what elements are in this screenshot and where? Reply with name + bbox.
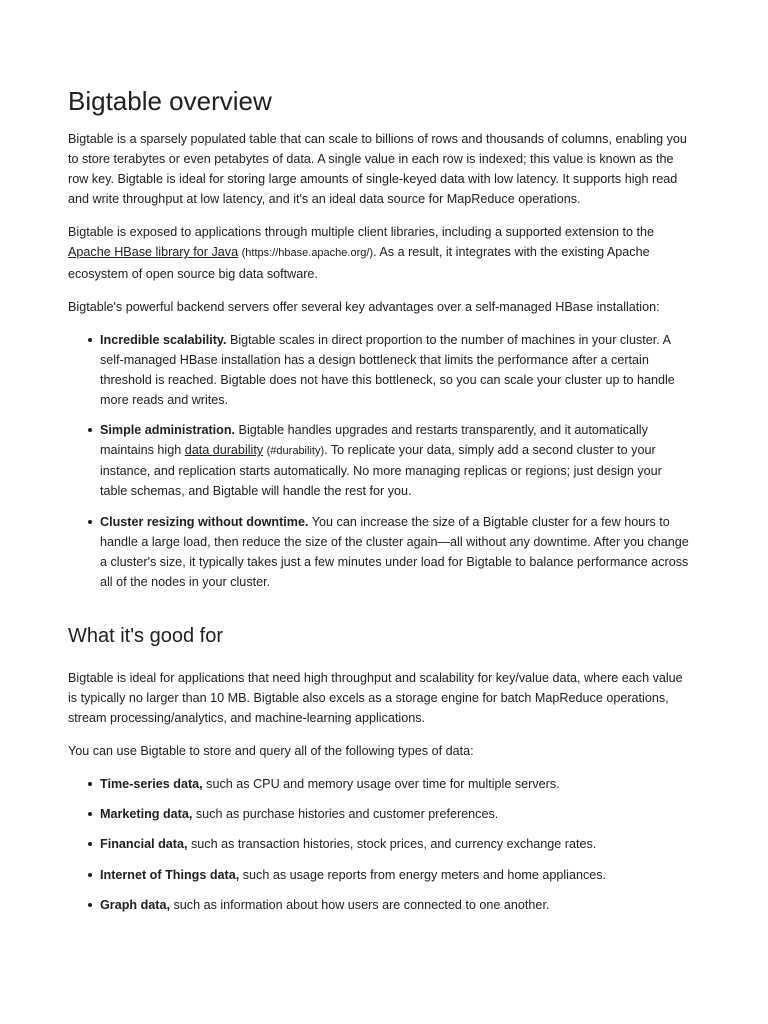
page-title: Bigtable overview bbox=[68, 86, 272, 116]
list-item bbox=[100, 804, 692, 824]
list-item-text: Bigtable scales in direct proportion to the number of machines in your cluster. A self-managed HBase installation has a design bottleneck that limits the performance after a certain threshold is reached. Bigtable does not have this bottleneck, so you can scale your cluster up to handle more reads and writes. bbox=[100, 332, 675, 408]
hbase-library-link[interactable]: Apache HBase library for Java bbox=[68, 245, 239, 260]
list-item-text: You can increase the size of a Bigtable cluster for a few hours to handle a large load, then reduce the size of the cluster again—all without any downtime. After you change a cluster's size, it typically takes just a few minutes under load for Bigtable to balance performance across all of the nodes in your cluster. bbox=[100, 514, 689, 589]
list-item bbox=[100, 895, 692, 915]
good-for-section bbox=[68, 623, 692, 915]
data-durability-link[interactable]: data durability bbox=[184, 443, 264, 458]
list-item-text: such as transaction histories, stock prices, and currency exchange rates. bbox=[187, 837, 597, 852]
list-item-text: such as information about how users are connected to one another. bbox=[169, 897, 550, 912]
list-item bbox=[100, 330, 692, 410]
list-item-title: Financial data, bbox=[100, 837, 188, 852]
list-item-text: such as CPU and memory usage over time for multiple servers. bbox=[202, 777, 560, 792]
list-item-text: such as purchase histories and customer preferences. bbox=[192, 807, 499, 822]
list-item bbox=[100, 774, 692, 794]
list-item-title: Cluster resizing without downtime. bbox=[100, 514, 309, 529]
use-case-paragraph: Bigtable is ideal for applications that need high throughput and scalability for key/value data, where each value is typically no larger than 10 MB. Bigtable also excels as a storage engine for batch MapReduce operations, stream processing/analytics, and machine-learning applications. bbox=[68, 670, 683, 726]
client-libraries-paragraph bbox=[68, 222, 692, 283]
list-item-title: Time-series data, bbox=[100, 777, 203, 792]
list-item-title: Internet of Things data, bbox=[100, 867, 240, 882]
advantages-list bbox=[68, 330, 692, 592]
paragraph-text: . As a result, it integrates with the existing Apache ecosystem of open source big data software. bbox=[68, 245, 650, 281]
link-url: (https://hbase.apache.org/) bbox=[241, 247, 374, 260]
list-item-title: Graph data, bbox=[100, 897, 170, 912]
list-item-text: . To replicate your data, simply add a second cluster to your instance, and replication starts automatically. No more managing replicas or regions; just design your table schemas, and Bigtable will handle the rest for you. bbox=[100, 443, 662, 499]
list-item-title: Simple administration. bbox=[100, 423, 236, 438]
advantages-intro-paragraph: Bigtable's powerful backend servers offer several key advantages over a self-managed HBase installation: bbox=[68, 299, 660, 314]
list-item bbox=[100, 865, 692, 885]
link-url: (#durability) bbox=[266, 445, 325, 458]
paragraph-text: Bigtable is exposed to applications through multiple client libraries, including a supported extension to the bbox=[68, 225, 654, 240]
list-item-text: such as usage reports from energy meters and home appliances. bbox=[239, 867, 607, 882]
list-item-title: Marketing data, bbox=[100, 807, 193, 822]
list-item-title: Incredible scalability. bbox=[100, 332, 227, 347]
data-types-intro-paragraph: You can use Bigtable to store and query all of the following types of data: bbox=[68, 744, 474, 759]
section-heading: What it's good for bbox=[68, 624, 223, 647]
intro-paragraph: Bigtable is a sparsely populated table that can scale to billions of rows and thousands of columns, enabling you to store terabytes or even petabytes of data. A single value in each row is indexed; this value is known as the row key. Bigtable is ideal for storing large amounts of single-keyed data with low latency. It supports high read and write throughput at low latency, and it's an ideal data source for MapReduce operations. bbox=[68, 132, 687, 207]
list-item-text: Bigtable handles upgrades and restarts transparently, and it automatically maintains high bbox=[100, 423, 648, 458]
list-item bbox=[100, 420, 692, 501]
list-item bbox=[100, 834, 692, 854]
data-types-list bbox=[68, 774, 692, 914]
list-item bbox=[100, 512, 692, 592]
